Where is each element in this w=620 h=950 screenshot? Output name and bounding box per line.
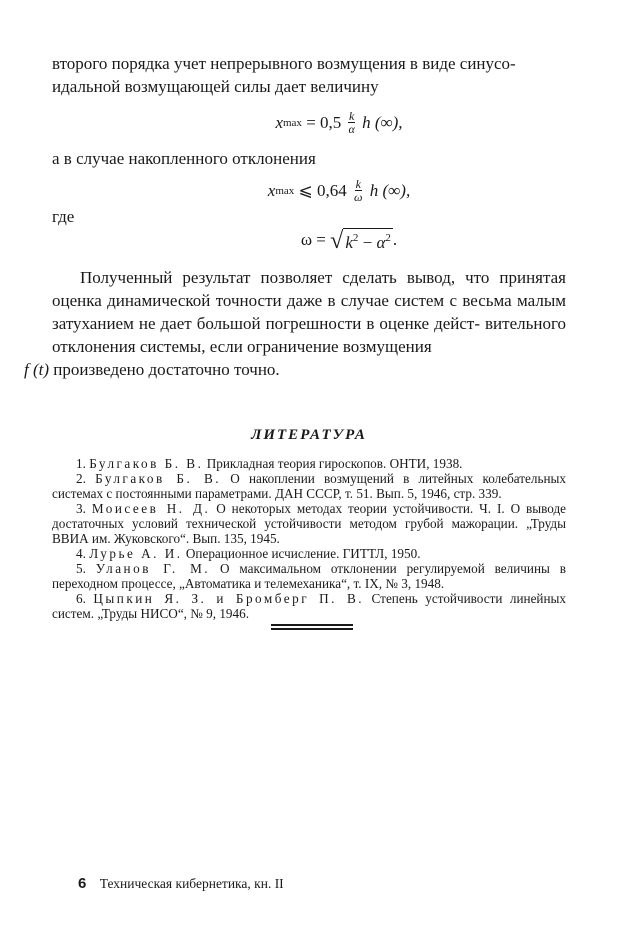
formula-2-x: x	[267, 180, 276, 200]
paragraph-4	[24, 266, 567, 381]
reference-text: Степень устойчивости линейных систем. „Труды НИСО“, № 9, 1946.	[52, 591, 567, 621]
formula-1-sub: max	[282, 116, 302, 129]
references-list	[52, 456, 566, 621]
formula-omega	[132, 228, 566, 252]
reference-author: Цыпкин Я. З. и Бромберг П. В.	[93, 591, 365, 606]
formula-1-den: α	[348, 122, 355, 136]
reference-item	[52, 456, 566, 471]
reference-item	[52, 501, 566, 546]
paragraph-4-line-4: вительного отклонения системы, если ограничение возмущения	[52, 314, 566, 356]
formula-2-tail: h (∞),	[365, 180, 411, 200]
formula-2-sub: max	[275, 184, 295, 197]
references-heading: ЛИТЕРАТУРА	[251, 427, 367, 443]
sqrt-icon: √	[330, 228, 344, 254]
reference-text: О некоторых методах теории устойчивости. Ч. I. О выводе достаточных условий технической устойчивости методом грубой мажорации. „Труды ВВИА им. Жуковского“. Вып. 135, 1945.	[52, 501, 567, 546]
reference-author: Булгаков Б. В.	[89, 456, 204, 471]
reference-number: 1.	[76, 456, 86, 471]
paragraph-4-line-5: произведено достаточно точно.	[53, 360, 280, 379]
formula-1-rel: = 0,5	[301, 112, 346, 132]
formula-3-minus: −	[358, 233, 377, 252]
formula-2-den: ω	[354, 190, 363, 204]
formula-3-lhs: ω =	[300, 230, 331, 249]
paragraph-3: где	[52, 207, 75, 226]
formula-3-kexp: 2	[352, 232, 359, 244]
reference-text: О накоплении возмущений в литейных колебательных системах с постоянными параметрами. ДАН СССР, т. 51. Вып. 5, 1946, стр. 339.	[52, 471, 567, 501]
reference-number: 2.	[76, 471, 86, 486]
reference-number: 6.	[76, 591, 86, 606]
paragraph-1	[52, 52, 566, 98]
reference-author: Моисеев Н. Д.	[91, 501, 211, 516]
reference-item	[52, 546, 566, 561]
formula-xmax-continuous	[112, 110, 566, 135]
end-rule-bottom	[271, 628, 353, 630]
paragraph-4-line-3: малым затуханием не дает большой погрешности в оценке дейст-	[52, 291, 567, 333]
formula-3-aexp: 2	[385, 232, 391, 244]
formula-1-fraction	[348, 110, 356, 135]
reference-author: Лурье А. И.	[89, 546, 183, 561]
formula-2-rel: ⩽ 0,64	[294, 180, 352, 200]
reference-author: Уланов Г. М.	[95, 561, 211, 576]
reference-number: 3.	[76, 501, 86, 516]
reference-number: 5.	[76, 561, 86, 576]
reference-item	[52, 471, 566, 501]
formula-3-alpha: α	[376, 233, 386, 252]
footer-text: Техническая кибернетика, кн. II	[99, 876, 284, 891]
reference-text: Прикладная теория гироскопов. ОНТИ, 1938.	[203, 456, 463, 471]
formula-3-radicand	[343, 228, 393, 252]
formula-3-sqrt	[330, 228, 393, 252]
formula-1-num: k	[349, 109, 355, 123]
formula-3-dot: .	[392, 230, 398, 249]
formula-1-x: x	[275, 112, 283, 132]
reference-item	[52, 591, 566, 621]
reference-item	[52, 561, 566, 591]
reference-text: О максимальном отклонении регулируемой величины в переходном процессе, „Автоматика и телемеханика“, т. IX, № 3, 1948.	[52, 561, 566, 591]
page-footer	[78, 875, 284, 892]
formula-3-k: k	[345, 233, 353, 252]
paragraph-4-line-2: оценка динамической точности даже в случае систем с весьма	[52, 291, 512, 310]
page-number: 6	[78, 875, 87, 892]
formula-2-num: k	[355, 177, 361, 191]
formula-1-tail: h (∞),	[357, 112, 403, 132]
text-column	[24, 52, 567, 621]
reference-author: Булгаков Б. В.	[95, 471, 222, 486]
reference-text: Операционное исчисление. ГИТТЛ, 1950.	[182, 546, 421, 561]
paragraph-1-line-1: второго порядка учет непрерывного возмущения в виде синусо-	[52, 54, 516, 73]
end-rule-top	[271, 624, 353, 626]
paragraph-2: а в случае накопленного отклонения	[52, 149, 316, 168]
formula-2-fraction	[353, 178, 363, 203]
paragraph-1-line-2: идальной возмущающей силы дает величину	[52, 77, 379, 96]
reference-number: 4.	[76, 546, 86, 561]
formula-xmax-accumulated	[112, 178, 566, 203]
paragraph-4-ft: f (t)	[24, 360, 50, 379]
paragraph-4-line-1: Полученный результат позволяет сделать вывод, что принятая	[80, 268, 566, 287]
